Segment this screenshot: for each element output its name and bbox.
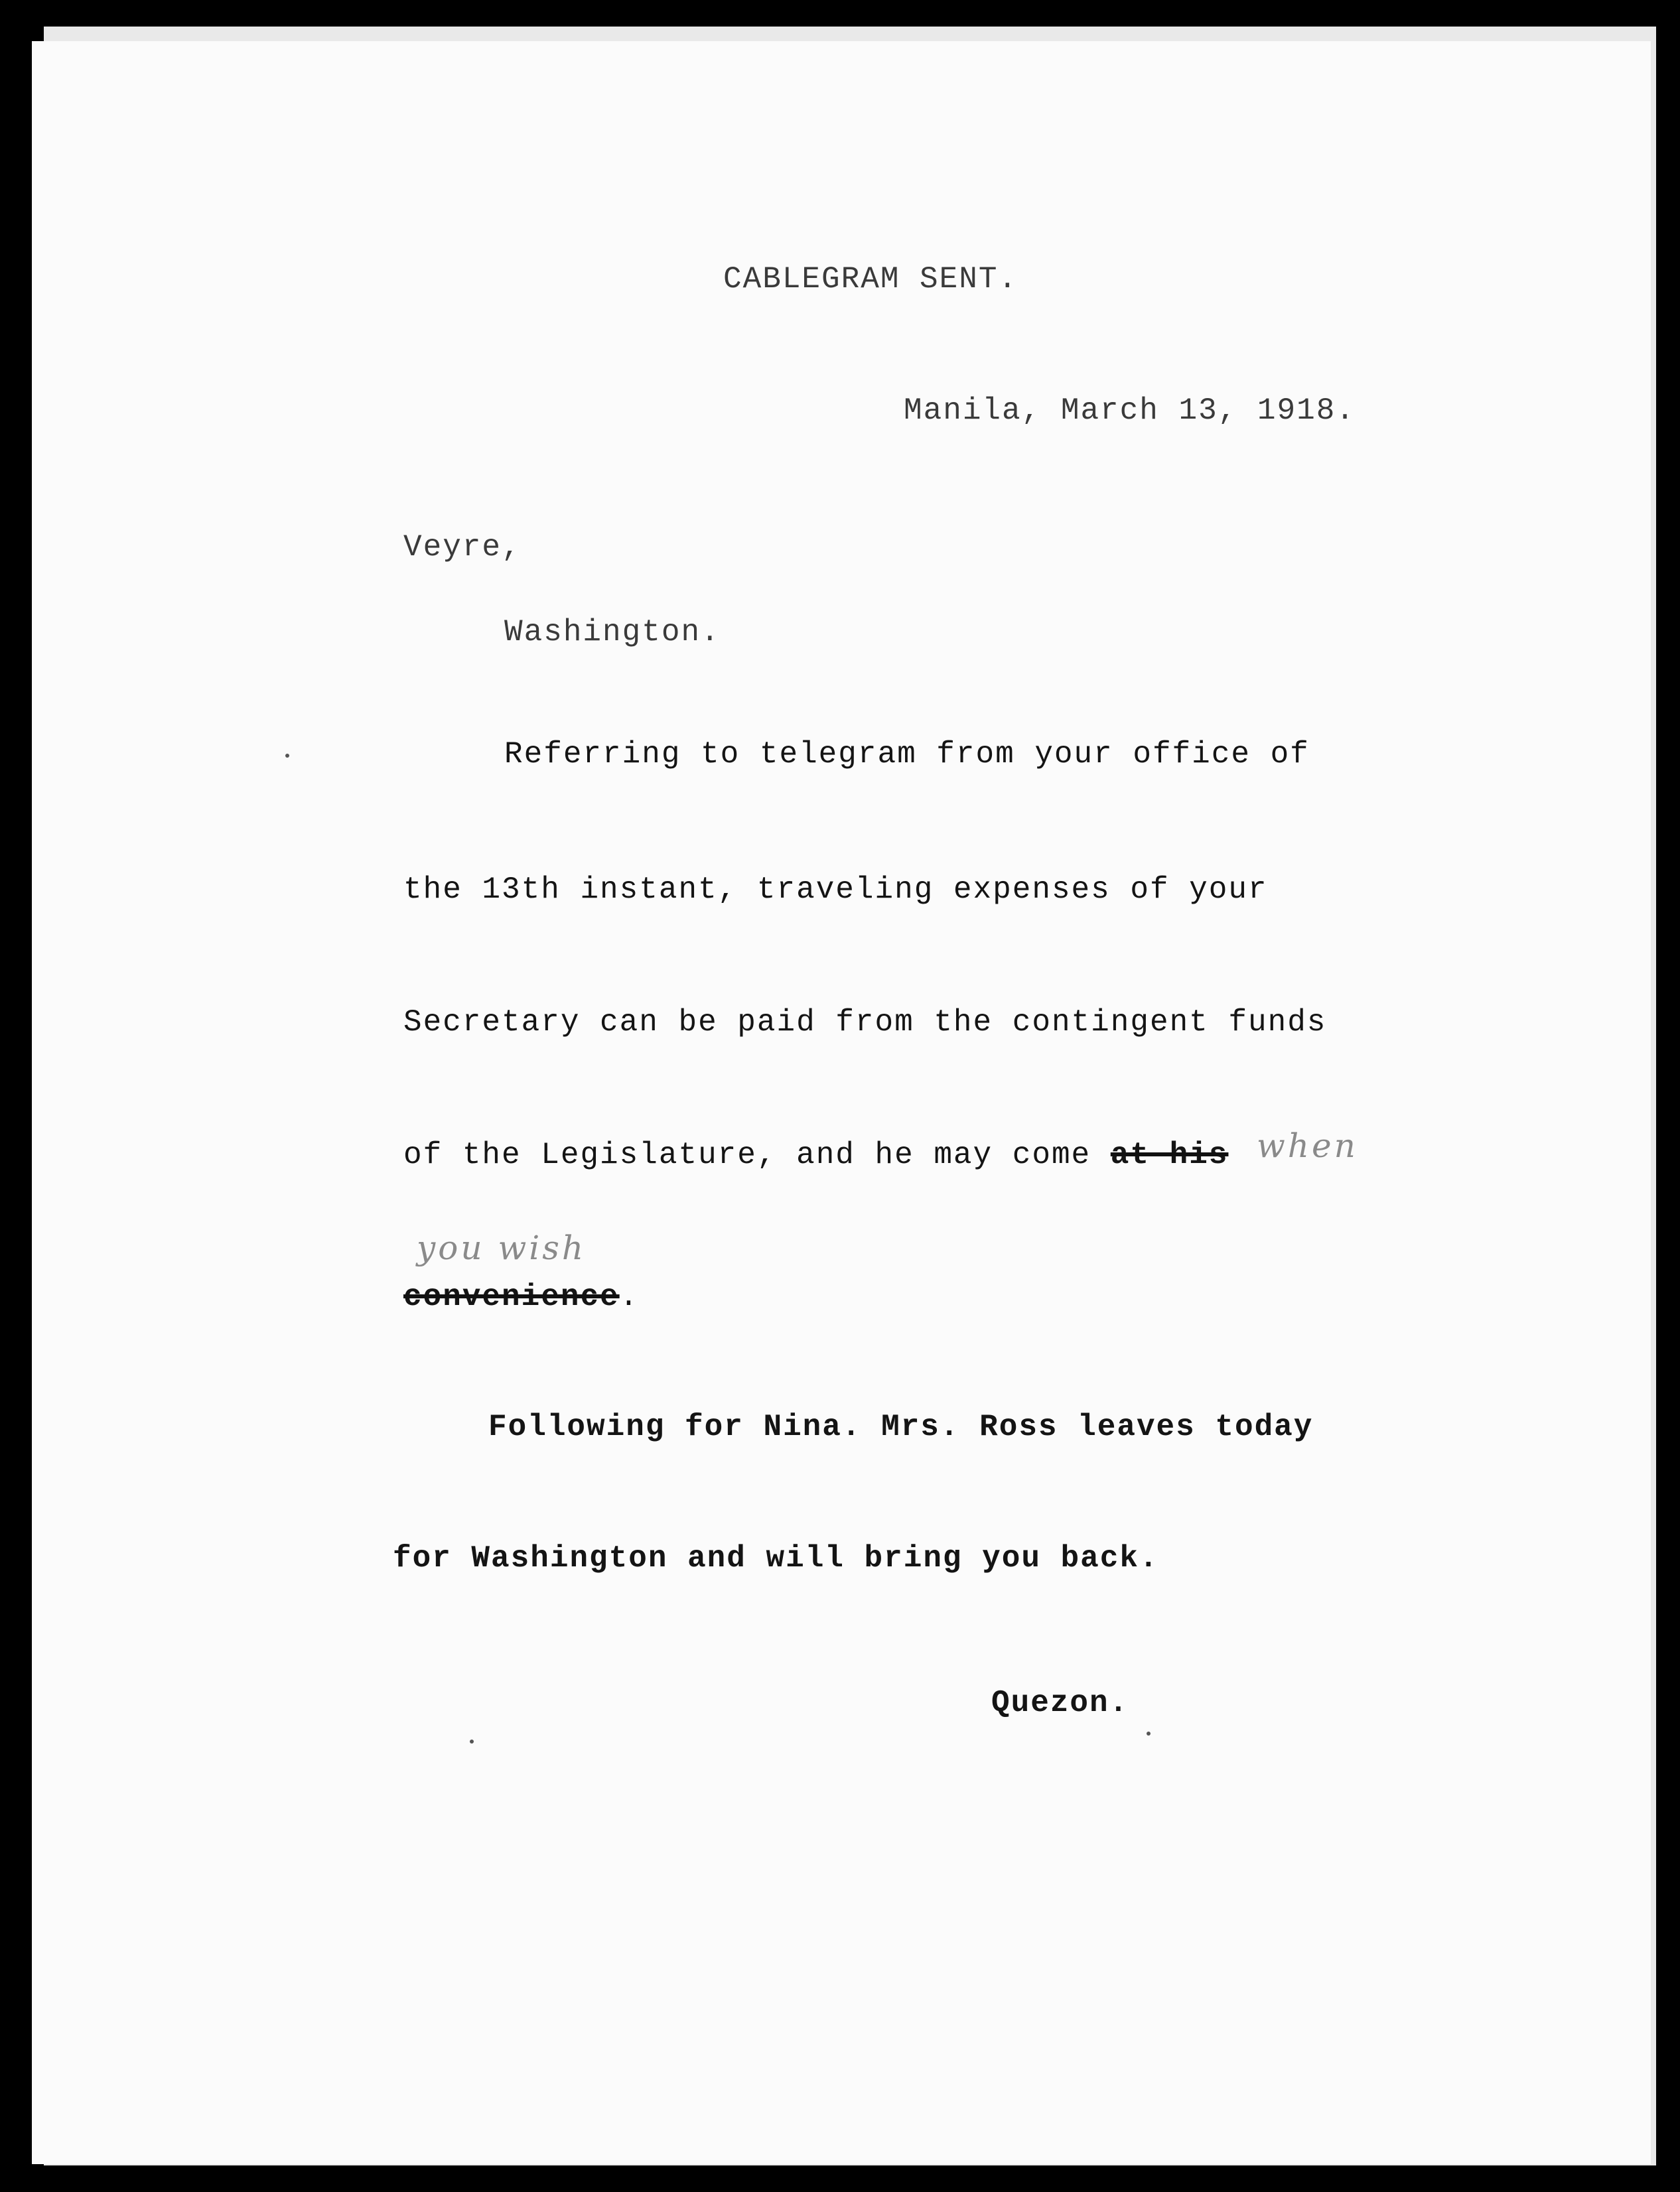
body-line-3: Secretary can be paid from the contingent funds — [403, 1005, 1327, 1040]
document-heading: CABLEGRAM SENT. — [723, 262, 1018, 297]
document-page — [32, 41, 1651, 2164]
addressee-city: Washington. — [504, 615, 721, 650]
place-date: Manila, March 13, 1918. — [904, 393, 1356, 428]
speck — [285, 754, 289, 758]
body-line-7: for Washington and will bring you back. — [393, 1541, 1159, 1576]
body-line-5-period: . — [619, 1280, 640, 1314]
body-line-5 — [403, 1282, 639, 1312]
struck-text-at-his: at his — [1110, 1138, 1229, 1172]
speck — [1147, 1732, 1151, 1736]
signature: Quezon. — [991, 1686, 1129, 1720]
body-line-1: Referring to telegram from your office of — [504, 737, 1310, 772]
handwritten-when: when — [1257, 1127, 1358, 1165]
handwritten-you-wish: you wish — [417, 1229, 587, 1267]
struck-text-convenience: convenience — [403, 1280, 620, 1314]
body-line-6: Following for Nina. Mrs. Ross leaves today — [488, 1410, 1314, 1444]
speck — [470, 1740, 474, 1744]
body-line-4 — [403, 1140, 1228, 1170]
body-line-2: the 13th instant, traveling expenses of your — [403, 872, 1268, 907]
body-line-4-text: of the Legislature, and he may come — [403, 1138, 1091, 1172]
addressee-name: Veyre, — [403, 530, 522, 565]
